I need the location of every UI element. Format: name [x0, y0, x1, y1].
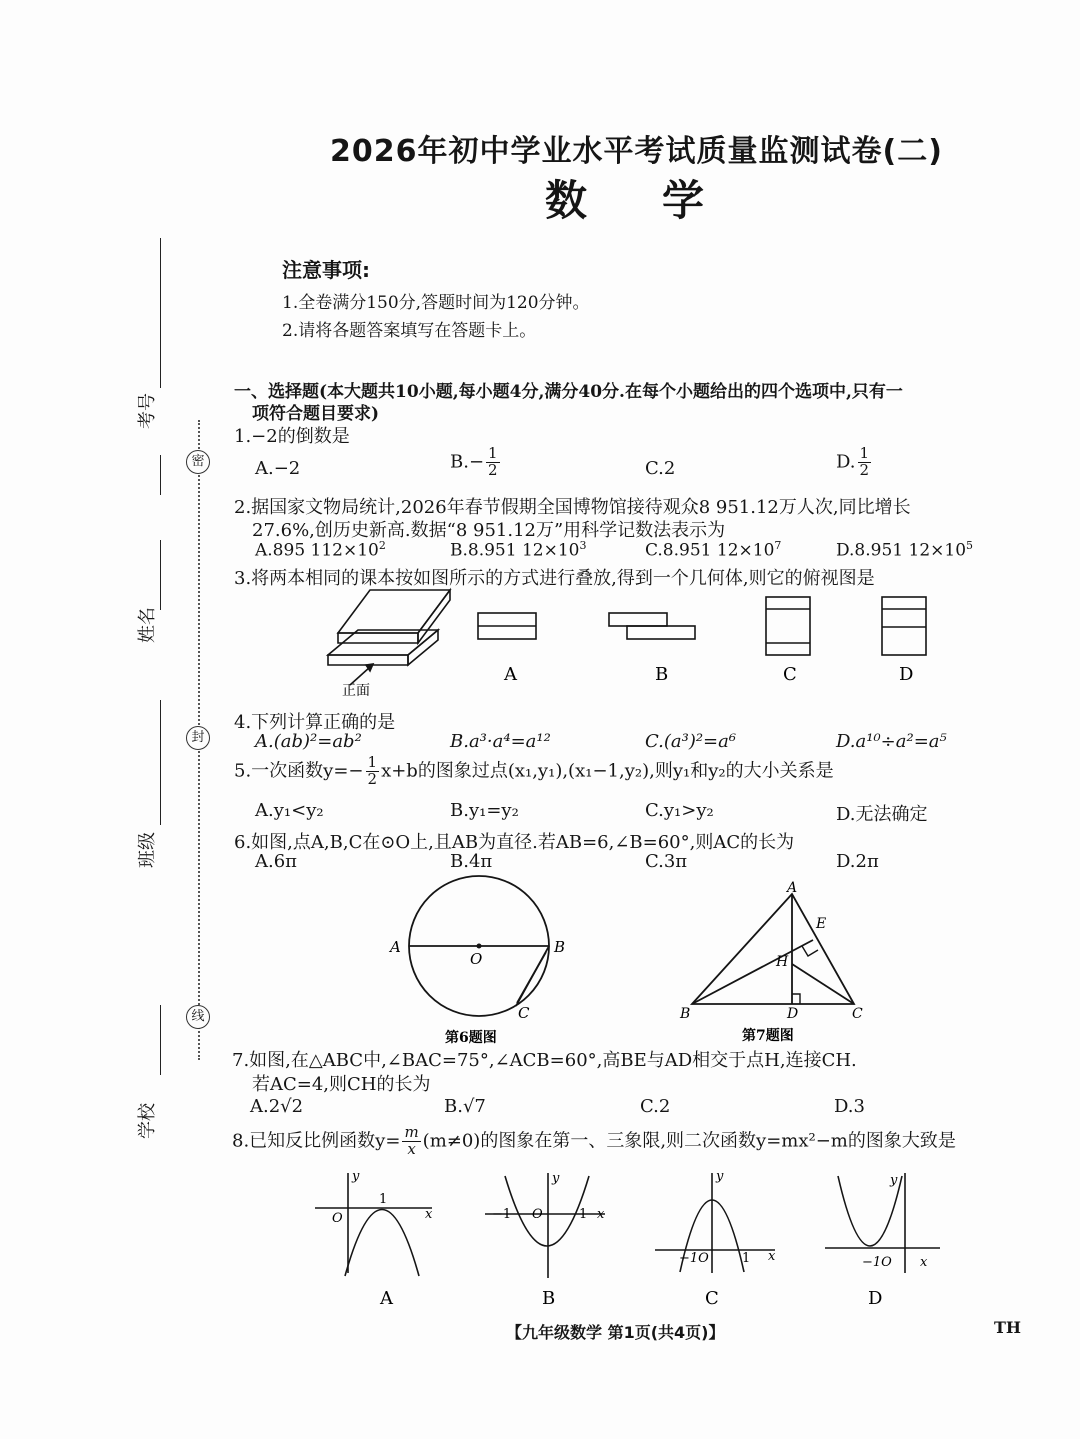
q8-frac-den: x [407, 1139, 416, 1158]
q6-label-c: C [518, 1004, 530, 1022]
q3-option-c-shape [766, 597, 810, 655]
q5-frac-num: 1 [367, 753, 378, 771]
q1-option-b-fraction [486, 446, 500, 479]
margin-line-kaohao [160, 238, 161, 388]
q7-label-e: E [816, 916, 827, 932]
q3-label-a: A [504, 664, 517, 685]
notes-item-1: 1.全卷满分150分,答题时间为120分钟。 [282, 293, 590, 313]
q8-label-c: C [705, 1288, 719, 1309]
q8-d-y: y [890, 1173, 898, 1188]
q8-c-one: 1 [742, 1251, 751, 1266]
q7-option-b: B.√7 [444, 1096, 486, 1117]
q8-label-d: D [868, 1288, 883, 1309]
q1-b-den: 2 [488, 460, 498, 479]
q1-option-b [450, 446, 502, 479]
q4-stem: 4.下列计算正确的是 [234, 712, 396, 733]
q8-stem [232, 1125, 956, 1158]
q3-figures [320, 585, 960, 700]
q7-segment-ch [792, 964, 854, 1004]
q2-d-base: D.8.951 12×10 [836, 540, 967, 561]
q8-c-x: x [768, 1249, 776, 1264]
q1-option-d [836, 446, 873, 479]
q2-option-c [645, 539, 781, 561]
q3-label-d: D [899, 664, 914, 685]
seal-mi: 密 [186, 450, 210, 474]
q8-a-y: y [352, 1169, 360, 1184]
subject-char-2: 学 [662, 176, 705, 225]
q5-fraction [366, 755, 380, 788]
margin-label-xuexiao: 学校 [137, 1103, 158, 1139]
q2-d-exp: 5 [966, 539, 974, 552]
q8-graph-a-curve [345, 1210, 419, 1277]
q5-frac-den: 2 [367, 769, 378, 788]
subject-title [545, 168, 779, 228]
margin-label-banji: 班级 [137, 832, 158, 868]
q3-label-b: B [655, 664, 669, 685]
q2-option-d [836, 539, 973, 561]
q4-option-d: D.a¹⁰÷a²=a⁵ [836, 731, 947, 752]
q7-label-b: B [680, 1006, 691, 1022]
q1-option-b-prefix: B.− [450, 451, 485, 473]
q6-center-point [477, 944, 482, 949]
q3-option-d-shape [882, 597, 926, 655]
q8-b-x: x [597, 1207, 605, 1222]
q6-option-d: D.2π [836, 851, 879, 872]
q3-stem: 3.将两本相同的课本按如图所示的方式进行叠放,得到一个几何体,则它的俯视图是 [234, 568, 875, 589]
q8-fraction [402, 1125, 420, 1158]
q8-stem-pre: 8.已知反比例函数y= [232, 1130, 401, 1152]
q6-option-a: A.6π [255, 851, 298, 872]
q2-b-base: B.8.951 12×10 [450, 540, 580, 561]
q3-front-label: 正面 [342, 683, 370, 699]
q4-option-c: C.(a³)²=a⁶ [645, 731, 737, 752]
q5-option-a: A.y₁<y₂ [255, 800, 324, 821]
q3-label-c: C [783, 664, 797, 685]
q8-d-neg-one-o: −1O [862, 1255, 892, 1270]
q8-graphs [310, 1168, 950, 1310]
q5-option-c: C.y₁>y₂ [645, 800, 714, 821]
seal-feng: 封 [186, 726, 210, 750]
q2-line1: 2.据国家文物局统计,2026年春节假期全国博物馆接待观众8 951.12万人次,同比增长 [234, 497, 911, 518]
q7-line2: 若AC=4,则CH的长为 [252, 1074, 431, 1095]
q5-stem-pre: 5.一次函数y=− [234, 760, 364, 782]
q8-c-neg-one-o: −1O [679, 1251, 709, 1266]
q3-option-b-shape [609, 613, 695, 639]
q7-option-c: C.2 [640, 1096, 671, 1117]
footer-code: TH [994, 1318, 1022, 1337]
q8-stem-post: (m≠0)的图象在第一、三象限,则二次函数y=mx²−m的图象大致是 [422, 1130, 956, 1152]
q2-c-exp: 7 [774, 539, 782, 552]
q4-option-b: B.a³·a⁴=a¹² [450, 731, 551, 752]
q8-b-o: O [532, 1207, 543, 1222]
margin-line-banji [160, 700, 161, 825]
q7-label-h: H [776, 954, 789, 970]
q8-label-a: A [380, 1288, 393, 1309]
q1-option-c: C.2 [645, 458, 676, 479]
q1-option-d-fraction [858, 446, 872, 479]
q6-figure [380, 872, 580, 1047]
section1-title-line2: 项符合题目要求) [252, 404, 380, 424]
q2-line2: 27.6%,创历史新高.数据“8 951.12万”用科学记数法表示为 [252, 520, 726, 541]
q8-frac-num: m [404, 1123, 419, 1141]
margin-line-2 [160, 455, 161, 495]
q7-line1: 7.如图,在△ABC中,∠BAC=75°,∠ACB=60°,高BE与AD相交于点H,连接CH. [232, 1050, 857, 1071]
q1-b-num: 1 [488, 444, 498, 462]
q3-option-a-shape [478, 613, 536, 639]
q1-d-num: 1 [859, 444, 870, 462]
notes-heading: 注意事项: [282, 258, 370, 282]
q1-d-den: 2 [859, 460, 870, 479]
q8-label-b: B [542, 1288, 556, 1309]
q2-a-exp: 2 [378, 539, 386, 552]
q8-d-x: x [920, 1255, 928, 1270]
q5-stem [234, 755, 834, 788]
seal-xian: 线 [186, 1005, 210, 1029]
q7-label-a: A [787, 880, 798, 896]
q7-fig-caption: 第7题图 [742, 1028, 794, 1044]
q6-label-b: B [554, 938, 566, 956]
subject-char-1: 数 [545, 176, 588, 225]
q8-c-y: y [716, 1169, 724, 1184]
exam-title: 2026年初中学业水平考试质量监测试卷(二) [330, 134, 943, 169]
q8-b-neg-one: −1 [492, 1207, 512, 1222]
q6-stem: 6.如图,点A,B,C在⊙O上,且AB为直径.若AB=6,∠B=60°,则AC的长为 [234, 832, 795, 853]
q6-fig-caption: 第6题图 [445, 1030, 497, 1046]
q6-label-a: A [390, 938, 401, 956]
q2-option-b [450, 539, 586, 561]
q5-option-b: B.y₁=y₂ [450, 800, 519, 821]
q5-stem-post: x+b的图象过点(x₁,y₁),(x₁−1,y₂),则y₁和y₂的大小关系是 [381, 760, 834, 782]
q2-b-exp: 3 [579, 539, 587, 552]
q7-option-d: D.3 [834, 1096, 865, 1117]
q1-option-d-prefix: D. [836, 451, 856, 473]
q1-option-a: A.−2 [255, 458, 301, 479]
footer-page-info: 【九年级数学 第1页(共4页)】 [506, 1323, 725, 1342]
q8-a-o: O [332, 1211, 343, 1226]
q8-b-y: y [552, 1171, 560, 1186]
section1-title-line1: 一、选择题(本大题共10小题,每小题4分,满分40分.在每个小题给出的四个选项中,只有一 [234, 382, 903, 402]
q4-option-a: A.(ab)²=ab² [255, 731, 362, 752]
q2-c-base: C.8.951 12×10 [645, 540, 775, 561]
q8-b-one: 1 [579, 1207, 588, 1222]
notes-item-2: 2.请将各题答案填写在答题卡上。 [282, 321, 537, 341]
q8-a-one: 1 [379, 1192, 388, 1207]
q2-option-a [255, 539, 386, 561]
q6-option-c: C.3π [645, 851, 688, 872]
q2-a-base: A.895 112×10 [255, 540, 379, 561]
margin-line-xuexiao [160, 1005, 161, 1075]
q1-stem: 1.−2的倒数是 [234, 426, 350, 447]
q8-a-x: x [425, 1207, 433, 1222]
q7-label-d: D [787, 1006, 799, 1022]
q6-option-b: B.4π [450, 851, 493, 872]
q8-graph-b-curve [505, 1176, 589, 1246]
q7-label-c: C [852, 1006, 863, 1022]
q5-option-d: D.无法确定 [836, 804, 928, 825]
margin-label-kaohao: 考号 [137, 393, 158, 429]
margin-label-xingming: 姓名 [137, 607, 158, 643]
q3-stacked-books [328, 590, 450, 685]
margin-line-xingming [160, 540, 161, 610]
q7-figure [672, 880, 872, 1045]
q6-label-o: O [470, 950, 483, 968]
q7-option-a: A.2√2 [250, 1096, 304, 1117]
